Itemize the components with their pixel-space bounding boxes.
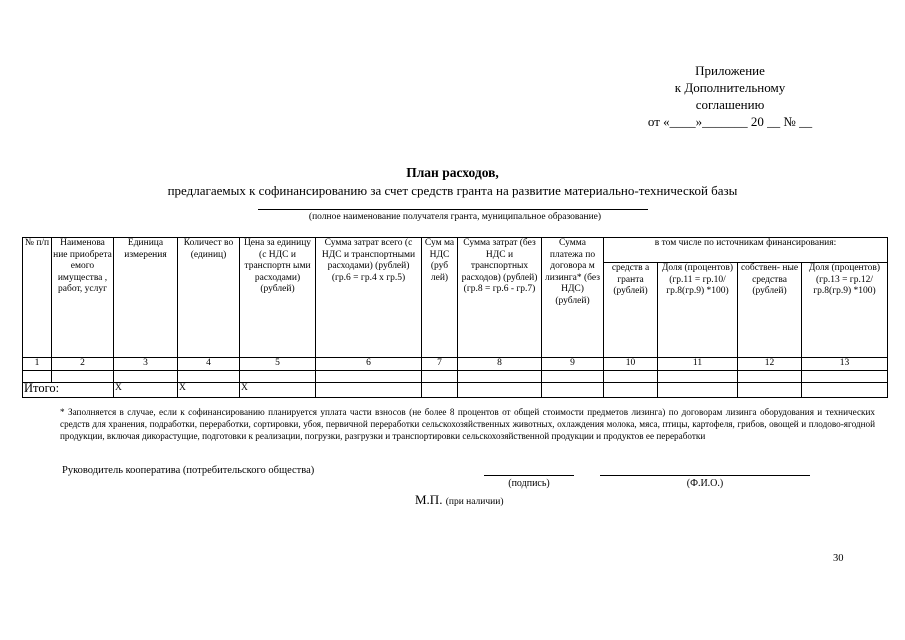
col-number: 13 <box>802 358 888 371</box>
col-number: 7 <box>422 358 458 371</box>
leasing-footnote: * Заполняется в случае, если к софинансированию планируется уплата части взносов (не более 8 процентов от общей стоимости предметов лизинга) по договорам лизинга оборудования и технических средств для хранения, подработки, переработки, сортировки, убоя, первичной переработки сельскохозяйственных животных, охлаждения молока, мяса, птицы, картофеля, грибов, овощей и плодово-ягодной продукции, включая дикорастущие, подготовки к реализации, погрузки, разгрузки и транспортировки сельскохозяйственной продукции и продуктов ее переработки <box>60 407 875 441</box>
total-cell[interactable] <box>542 383 604 398</box>
total-cell[interactable] <box>604 383 658 398</box>
total-cell[interactable] <box>422 383 458 398</box>
header-col-2: Наименова ние приобрета емого имущества , работ, услуг <box>52 238 114 358</box>
col-number: 10 <box>604 358 658 371</box>
col-number: 9 <box>542 358 604 371</box>
header-col-4: Количест во (единиц) <box>178 238 240 358</box>
blank-cell[interactable] <box>178 371 240 383</box>
cooperative-head-label: Руководитель кооператива (потребительского общества) <box>62 465 315 476</box>
total-x-mark: X <box>114 383 178 398</box>
total-cell[interactable] <box>738 383 802 398</box>
total-x-mark: X <box>240 383 316 398</box>
header-col-11: Доля (процентов) (гр.11 = гр.10/ гр.8(гр.9) *100) <box>658 263 738 358</box>
page-number: 30 <box>833 553 844 564</box>
blank-cell[interactable] <box>422 371 458 383</box>
header-col-7: Сум ма НДС (руб лей) <box>422 238 458 358</box>
appendix-line-1: Приложение <box>695 63 765 78</box>
stamp-note: (при наличии) <box>445 497 504 507</box>
total-cell[interactable] <box>458 383 542 398</box>
blank-row <box>23 371 888 383</box>
fio-line <box>600 475 810 476</box>
header-col-12: собствен- ные средства (рублей) <box>738 263 802 358</box>
blank-cell[interactable] <box>316 371 422 383</box>
blank-cell[interactable] <box>542 371 604 383</box>
col-number: 2 <box>52 358 114 371</box>
header-col-5: Цена за единицу (с НДС и транспортн ыми расходами) (рублей) <box>240 238 316 358</box>
header-col-3: Единица измерения <box>114 238 178 358</box>
expense-plan-table <box>22 237 888 398</box>
blank-cell[interactable] <box>240 371 316 383</box>
col-number: 1 <box>23 358 52 371</box>
stamp-place <box>415 492 503 508</box>
signature-line <box>484 475 574 476</box>
document-subtitle: предлагаемых к софинансированию за счет средств гранта на развитие материально-технической базы <box>167 183 738 198</box>
blank-cell[interactable] <box>52 371 114 383</box>
blank-cell[interactable] <box>658 371 738 383</box>
col-number: 11 <box>658 358 738 371</box>
recipient-caption: (полное наименование получателя гранта, муниципальное образование) <box>308 212 602 222</box>
total-label: Итого: <box>23 383 114 398</box>
header-col-8: Сумма затрат (без НДС и транспортных расходов) (рублей) (гр.8 = гр.6 - гр.7) <box>458 238 542 358</box>
header-col-13: Доля (процентов) (гр.13 = гр.12/ гр.8(гр.9) *100) <box>802 263 888 358</box>
col-number: 3 <box>114 358 178 371</box>
fio-caption: (Ф.И.О.) <box>686 478 724 489</box>
total-x-mark: X <box>178 383 240 398</box>
header-funding-group: в том числе по источникам финансирования: <box>604 238 888 263</box>
col-number: 8 <box>458 358 542 371</box>
appendix-header <box>560 62 900 130</box>
header-col-6: Сумма затрат всего (с НДС и транспортными расходами) (рублей) (гр.6 = гр.4 x гр.5) <box>316 238 422 358</box>
total-cell[interactable] <box>316 383 422 398</box>
header-row-1 <box>23 238 888 263</box>
blank-cell[interactable] <box>802 371 888 383</box>
blank-cell[interactable] <box>23 371 52 383</box>
appendix-line-3: соглашению <box>695 97 765 112</box>
appendix-line-4: от «____»_______ 20 __ № __ <box>647 114 813 129</box>
column-number-row <box>23 358 888 371</box>
signature-caption: (подпись) <box>508 478 550 489</box>
col-number: 4 <box>178 358 240 371</box>
stamp-label: М.П. <box>415 492 443 507</box>
header-col-10: средств а гранта (рублей) <box>604 263 658 358</box>
appendix-line-2: к Дополнительному <box>674 80 786 95</box>
recipient-name-line <box>258 209 648 210</box>
col-number: 5 <box>240 358 316 371</box>
total-row <box>23 383 888 398</box>
header-col-1: № п/п <box>23 238 52 358</box>
blank-cell[interactable] <box>738 371 802 383</box>
total-cell[interactable] <box>658 383 738 398</box>
blank-cell[interactable] <box>458 371 542 383</box>
col-number: 6 <box>316 358 422 371</box>
total-cell[interactable] <box>802 383 888 398</box>
blank-cell[interactable] <box>604 371 658 383</box>
blank-cell[interactable] <box>114 371 178 383</box>
document-title: План расходов, <box>406 165 499 180</box>
col-number: 12 <box>738 358 802 371</box>
header-col-9: Сумма платежа по договора м лизинга* (без НДС) (рублей) <box>542 238 604 358</box>
